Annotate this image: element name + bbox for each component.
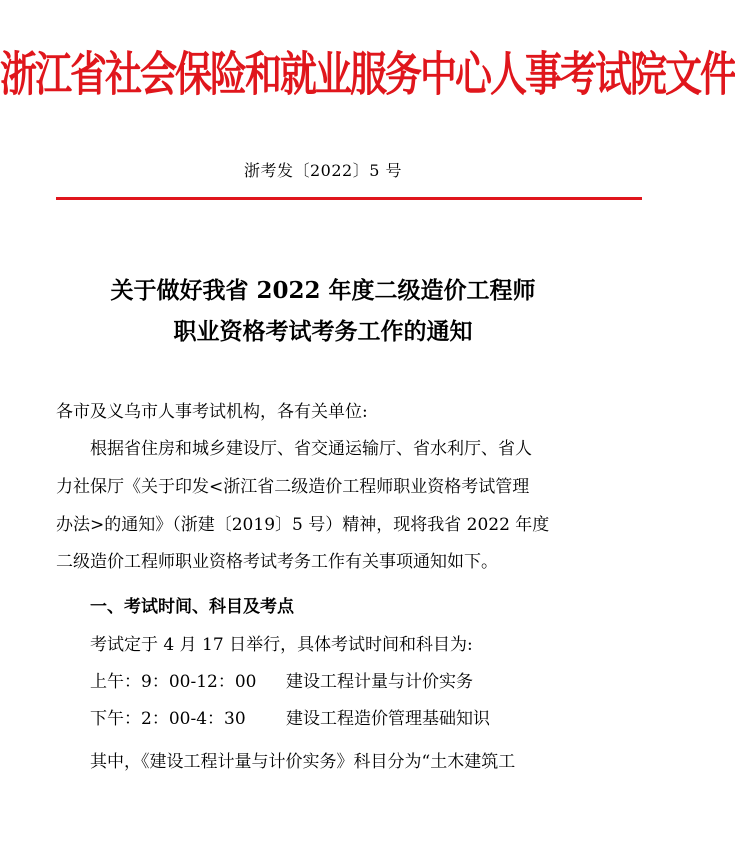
notice-title-line-2: 职业资格考试考务工作的通知	[173, 318, 473, 345]
greeting-line: 各市及义乌市人事考试机构，各有关单位:	[56, 402, 368, 422]
exam-date-line: 考试定于 4 月 17 日举行，具体考试时间和科目为:	[90, 635, 473, 655]
document-number: 浙考发〔2022〕5 号	[244, 161, 402, 180]
paragraph-line: 办法>的通知》（浙建〔2019〕5 号）精神，现将我省 2022 年度	[56, 515, 550, 535]
schedule-time: 上午：9：00-12：00	[90, 672, 257, 692]
schedule-row-morning	[90, 669, 630, 695]
notice-title-line-1: 关于做好我省 2022 年度二级造价工程师	[110, 277, 536, 304]
section-heading: 一、考试时间、科目及考点	[90, 597, 294, 617]
schedule-row-afternoon	[90, 706, 630, 732]
schedule-time: 下午：2：00-4：30	[90, 709, 246, 729]
schedule-subject: 建设工程造价管理基础知识	[286, 709, 490, 729]
paragraph-line: 根据省住房和城乡建设厅、省交通运输厅、省水利厅、省人	[90, 439, 532, 459]
paragraph-line: 二级造价工程师职业资格考试考务工作有关事项通知如下。	[56, 552, 498, 572]
schedule-subject: 建设工程计量与计价实务	[286, 672, 473, 692]
note-line: 其中，《建设工程计量与计价实务》科目分为“土木建筑工	[90, 752, 516, 772]
paragraph-line: 力社保厅《关于印发<浙江省二级造价工程师职业资格考试管理	[56, 477, 530, 497]
document-header-title: 浙江省社会保险和就业服务中心人事考试院文件	[0, 45, 735, 103]
red-divider-line	[56, 197, 642, 200]
